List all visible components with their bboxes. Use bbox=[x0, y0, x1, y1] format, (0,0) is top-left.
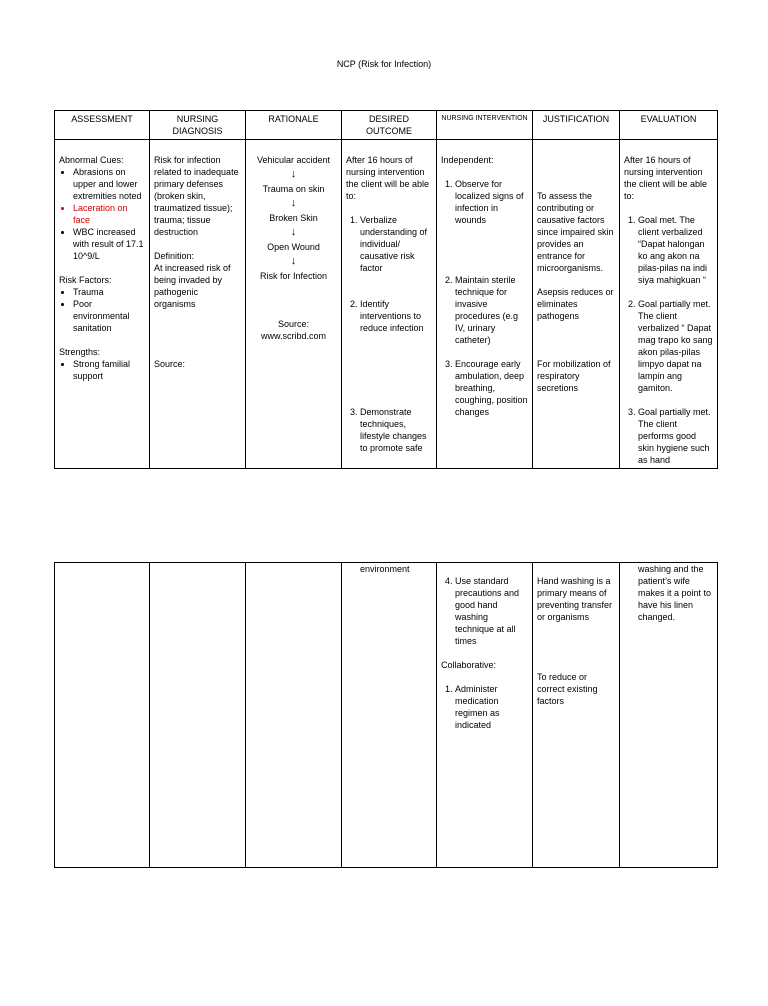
evaluation-item: 1. Goal met. The client verbalized “Dapat halongan ko ang akon na pilas-pilas na indi siya mahigkuan “ bbox=[638, 214, 713, 286]
evaluation-list bbox=[624, 214, 713, 466]
outcome-item: 2. Identify interventions to reduce infection bbox=[360, 298, 432, 334]
desired-outcome-cell bbox=[342, 140, 437, 469]
intervention-list-cont bbox=[441, 575, 528, 647]
justification-item: Hand washing is a primary means of preventing transfer or organisms bbox=[537, 576, 613, 622]
assessment-cell bbox=[55, 140, 150, 469]
intervention-item: 3. Encourage early ambulation, deep breathing, coughing, position changes bbox=[455, 358, 528, 418]
diagnosis-source-label: Source: bbox=[154, 359, 186, 369]
document-title: NCP (Risk for Infection) bbox=[336, 59, 432, 69]
evaluation-item: 2. Goal partially met. The client verbalized “ Dapat mag trapo ko sang akon pilas-pilas limpyo dapat na lampin ang gamiton. bbox=[638, 298, 713, 394]
rationale-step: Open Wound bbox=[267, 242, 320, 252]
definition-label: Definition: bbox=[154, 251, 195, 261]
outcome-item: 1. Verbalize understanding of individual/ causative risk factor bbox=[360, 214, 432, 274]
diagnosis-text: Risk for infection related to inadequate primary defenses (broken skin, traumatized tissue); trauma; tissue destruction bbox=[154, 155, 239, 237]
abnormal-cues-list bbox=[59, 166, 145, 262]
down-arrow-icon: ↓ bbox=[290, 197, 297, 209]
outcome-continued: environment bbox=[360, 564, 410, 574]
evaluation-cell bbox=[620, 140, 718, 469]
header-nursing-intervention: NURSING INTERVENTION bbox=[437, 111, 533, 140]
intervention-item: 4. Use standard precautions and good hand washing technique at all times bbox=[455, 575, 528, 647]
collaborative-label: Collaborative: bbox=[441, 660, 497, 670]
ncp-table-page-1 bbox=[54, 110, 718, 469]
cue-item: • WBC increased with result of 17.1 10^9/L bbox=[73, 226, 145, 262]
header-row bbox=[55, 111, 718, 140]
content-row bbox=[55, 140, 718, 469]
outcome-item: 3. Demonstrate techniques, lifestyle changes to promote safe bbox=[360, 406, 432, 454]
evaluation-item: 3. Goal partially met. The client performs good skin hygiene such as hand bbox=[638, 406, 713, 466]
outcome-intro: After 16 hours of nursing intervention the client will be able to: bbox=[346, 155, 430, 201]
intervention-item: 2. Maintain sterile technique for invasive procedures (e.g IV, urinary catheter) bbox=[455, 274, 528, 346]
header-desired-outcome: DESIRED OUTCOME bbox=[342, 111, 437, 140]
header-nursing-diagnosis: NURSING DIAGNOSIS bbox=[150, 111, 246, 140]
evaluation-cell-cont bbox=[620, 563, 718, 868]
intervention-list bbox=[441, 178, 528, 418]
definition-text: At increased risk of being invaded by pathogenic organisms bbox=[154, 263, 231, 309]
down-arrow-icon: ↓ bbox=[290, 255, 297, 267]
collaborative-list bbox=[441, 683, 528, 731]
assessment-cell-cont bbox=[55, 563, 150, 868]
rationale-step: Broken Skin bbox=[269, 213, 318, 223]
rationale-step: Risk for Infection bbox=[259, 271, 328, 281]
header-evaluation: EVALUATION bbox=[620, 111, 718, 140]
rationale-cell bbox=[246, 140, 342, 469]
justification-item: To assess the contributing or causative factors since impaired skin provides an entrance for microorganisms. bbox=[537, 191, 614, 273]
evaluation-continued: washing and the patient’s wife makes it a point to have his linen changed. bbox=[638, 564, 712, 622]
intervention-cell bbox=[437, 140, 533, 469]
rationale-step: Vehicular accident bbox=[256, 155, 331, 165]
rationale-source-url: www.scribd.com bbox=[260, 331, 326, 341]
diagnosis-cell-cont bbox=[150, 563, 246, 868]
intervention-item: 1. Observe for localized signs of infection in wounds bbox=[455, 178, 528, 226]
independent-label: Independent: bbox=[441, 155, 494, 165]
justification-item: To reduce or correct existing factors bbox=[537, 672, 598, 706]
evaluation-intro: After 16 hours of nursing intervention the client will be able to: bbox=[624, 155, 708, 201]
rationale-source-label: Source: bbox=[277, 319, 310, 329]
continuation-row bbox=[55, 563, 718, 868]
strengths-label: Strengths: bbox=[59, 347, 101, 357]
rationale-step: Trauma on skin bbox=[262, 184, 325, 194]
abnormal-cues-label: Abnormal Cues: bbox=[59, 155, 124, 165]
risk-item: • Trauma bbox=[73, 286, 145, 298]
strengths-list bbox=[59, 358, 145, 382]
header-rationale: RATIONALE bbox=[246, 111, 342, 140]
cue-item-highlighted: • Laceration on face bbox=[73, 202, 145, 226]
collaborative-item: 1. Administer medication regimen as indicated bbox=[455, 683, 528, 731]
intervention-cell-cont bbox=[437, 563, 533, 868]
ncp-table-page-2 bbox=[54, 562, 718, 868]
risk-factors-list bbox=[59, 286, 145, 334]
rationale-cell-cont bbox=[246, 563, 342, 868]
justification-cell-cont bbox=[533, 563, 620, 868]
justification-item: For mobilization of respiratory secretions bbox=[537, 359, 611, 393]
risk-item: • Poor environmental sanitation bbox=[73, 298, 145, 334]
down-arrow-icon: ↓ bbox=[290, 168, 297, 180]
header-justification: JUSTIFICATION bbox=[533, 111, 620, 140]
diagnosis-cell bbox=[150, 140, 246, 469]
justification-item: Asepsis reduces or eliminates pathogens bbox=[537, 287, 614, 321]
header-assessment: ASSESSMENT bbox=[55, 111, 150, 140]
desired-outcome-cell-cont bbox=[342, 563, 437, 868]
strength-item: • Strong familial support bbox=[73, 358, 145, 382]
outcome-list bbox=[346, 214, 432, 454]
down-arrow-icon: ↓ bbox=[290, 226, 297, 238]
cue-item: • Abrasions on upper and lower extremities noted bbox=[73, 166, 145, 202]
risk-factors-label: Risk Factors: bbox=[59, 275, 112, 285]
justification-cell bbox=[533, 140, 620, 469]
